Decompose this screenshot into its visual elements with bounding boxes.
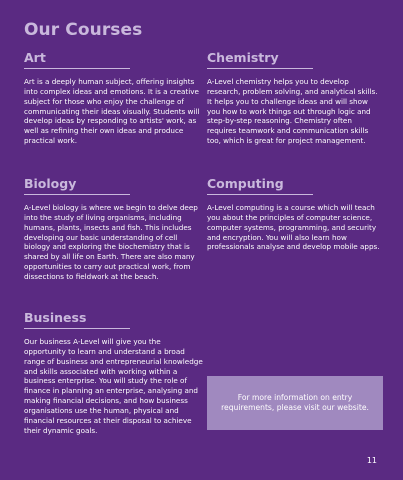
page-number: 11 [366, 456, 377, 465]
course-business-title: Business [24, 311, 130, 329]
course-business [24, 311, 204, 435]
course-business-description: Our business A-Level will give you the opportunity to learn and understand a broad range of business and entrepreneurial knowledge and skills associated with working within a business enterprise. You will study the role of finance in planning an enterprise, analysing and making financial decisions, and how business organisations use the human, physical and financial resources at their disposal to achieve their dynamic goals. [24, 337, 203, 435]
course-computing-title: Computing [207, 177, 313, 195]
course-chemistry [207, 51, 383, 146]
course-art-description: Art is a deeply human subject, offering insights into complex ideas and emotions. It is a creative subject for those who enjoy the challenge of communicating their ideas visually. Students will develop ideas by responding to artists' work, as well as refining their own ideas and produce practical work. [24, 77, 200, 146]
course-art-title: Art [24, 51, 130, 69]
course-art [24, 51, 204, 146]
course-biology-title: Biology [24, 177, 130, 195]
page-title: Our Courses [24, 20, 143, 40]
course-computing-description: A-Level computing is a course which will teach you about the principles of computer science, computer systems, programming, and security and encryption. You will also learn how professionals analyse and develop mobile apps. [207, 203, 380, 252]
course-biology [24, 177, 204, 282]
course-computing [207, 177, 383, 252]
course-chemistry-title: Chemistry [207, 51, 313, 69]
course-chemistry-description: A-Level chemistry helps you to develop research, problem solving, and analytical skills. It helps you to challenge ideas and will show you how to work things out through logic and step-by-step reasoning. Chemistry often requires teamwork and communication skills too, which is great for project management. [207, 77, 378, 146]
course-biology-description: A-Level biology is where we begin to delve deep into the study of living organisms, including humans, plants, insects and fish. This includes developing our basic understanding of cell biology and exploring the biochemistry that is shared by all life on Earth. There are also many opportunities to carry out practical work, from dissections to fieldwork at the beach. [24, 203, 198, 281]
more-info-text: For more information on entry requirements, please visit our website. [221, 392, 369, 412]
more-info-box [207, 376, 383, 430]
